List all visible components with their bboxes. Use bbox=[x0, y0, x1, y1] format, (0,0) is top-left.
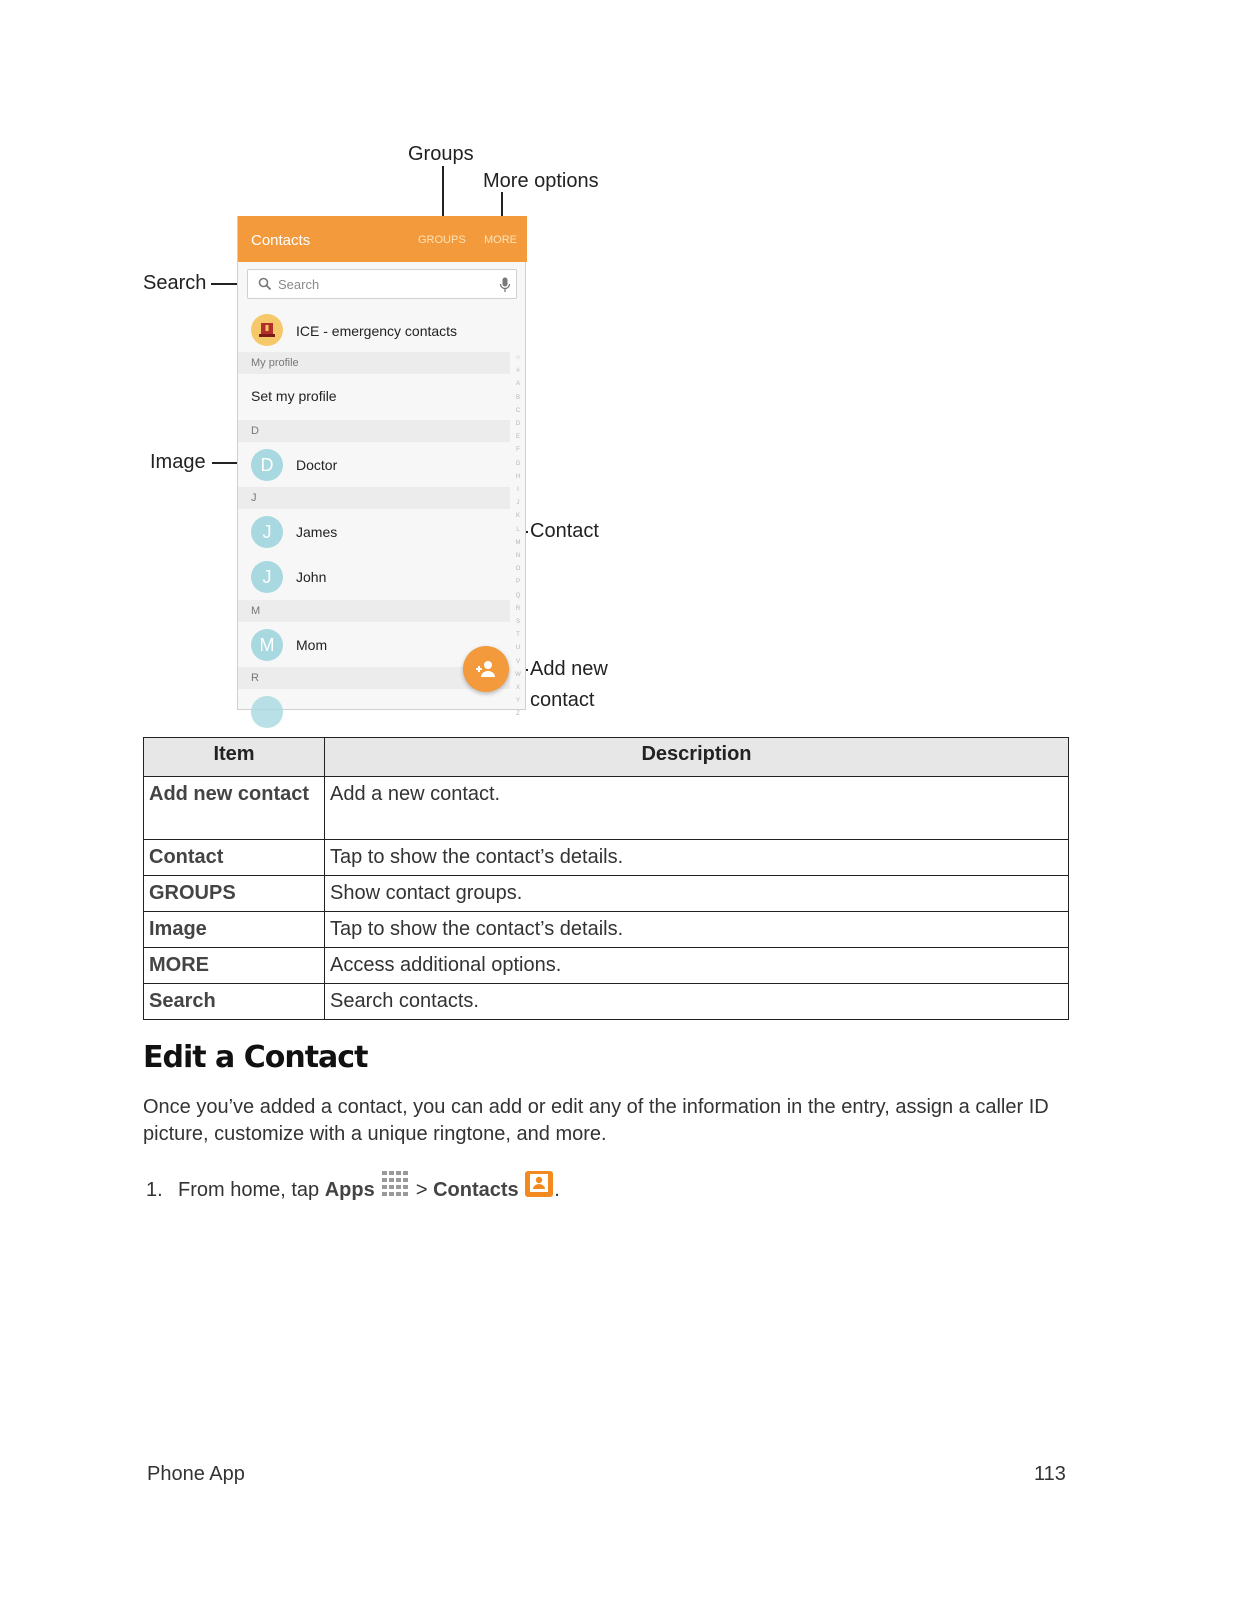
table-row bbox=[144, 876, 1069, 912]
index-letter[interactable]: U bbox=[515, 645, 521, 652]
table-row bbox=[144, 777, 1069, 840]
section-header-my-profile: My profile bbox=[238, 352, 510, 374]
index-letter[interactable]: # bbox=[516, 368, 520, 375]
callout-image: Image bbox=[150, 451, 206, 473]
phone-screen bbox=[237, 216, 526, 718]
description-cell: Tap to show the contact’s details. bbox=[325, 840, 1069, 876]
index-letter[interactable]: ☆ bbox=[515, 355, 521, 361]
index-letter[interactable]: Z bbox=[516, 711, 520, 718]
items-table bbox=[143, 737, 1069, 1020]
description-cell: Search contacts. bbox=[325, 984, 1069, 1020]
apps-grid-icon bbox=[380, 1170, 410, 1204]
index-letter[interactable]: N bbox=[515, 553, 521, 560]
description-cell: Add a new contact. bbox=[325, 777, 1069, 840]
description-cell: Access additional options. bbox=[325, 948, 1069, 984]
index-letter[interactable]: H bbox=[515, 473, 521, 480]
index-letter[interactable]: D bbox=[515, 421, 521, 428]
alphabet-index-bar[interactable] bbox=[512, 352, 524, 718]
callout-search: Search bbox=[143, 272, 207, 294]
contact-name: James bbox=[296, 524, 338, 540]
contacts-app-icon bbox=[524, 1170, 554, 1204]
callout-groups: Groups bbox=[408, 143, 474, 165]
index-letter[interactable]: F bbox=[516, 447, 520, 454]
index-letter[interactable]: K bbox=[515, 513, 520, 520]
avatar-partial bbox=[251, 696, 283, 728]
section-header-d: D bbox=[238, 420, 510, 442]
index-letter[interactable]: Y bbox=[515, 698, 520, 705]
item-cell: Contact bbox=[144, 840, 325, 876]
step-separator: > bbox=[410, 1179, 434, 1201]
ice-emergency-icon bbox=[251, 314, 283, 346]
step-1 bbox=[146, 1170, 560, 1204]
set-profile-row[interactable] bbox=[238, 374, 510, 418]
index-letter[interactable]: B bbox=[515, 394, 520, 401]
more-button[interactable]: MORE bbox=[484, 234, 517, 246]
search-input[interactable] bbox=[278, 274, 478, 294]
index-letter[interactable]: I bbox=[517, 487, 519, 494]
callout-more-options: More options bbox=[483, 170, 599, 192]
set-profile-label: Set my profile bbox=[251, 388, 337, 404]
app-bar bbox=[238, 216, 527, 262]
index-letter[interactable]: P bbox=[515, 579, 520, 586]
index-letter[interactable]: T bbox=[516, 632, 520, 639]
search-icon bbox=[258, 277, 272, 296]
item-cell: GROUPS bbox=[144, 876, 325, 912]
index-letter[interactable]: X bbox=[515, 685, 520, 692]
table-header-row bbox=[144, 738, 1069, 777]
index-letter[interactable]: J bbox=[516, 500, 520, 507]
app-title: Contacts bbox=[251, 232, 311, 249]
item-cell: MORE bbox=[144, 948, 325, 984]
step-text: From home, tap bbox=[178, 1179, 325, 1201]
search-bar[interactable] bbox=[247, 269, 517, 299]
page-number: 113 bbox=[1034, 1463, 1066, 1485]
index-letter[interactable]: O bbox=[515, 566, 521, 573]
header-item: Item bbox=[144, 738, 325, 777]
index-letter[interactable]: G bbox=[515, 460, 521, 467]
section-title: Edit a Contact bbox=[143, 1040, 368, 1075]
table-row bbox=[144, 984, 1069, 1020]
index-letter[interactable]: V bbox=[515, 658, 520, 665]
description-cell: Tap to show the contact’s details. bbox=[325, 912, 1069, 948]
apps-label: Apps bbox=[324, 1179, 375, 1201]
leader-line-more bbox=[501, 192, 503, 216]
avatar[interactable]: J bbox=[251, 516, 283, 548]
index-letter[interactable]: W bbox=[515, 671, 521, 678]
contact-name: John bbox=[296, 569, 327, 585]
item-cell: Image bbox=[144, 912, 325, 948]
index-letter[interactable]: E bbox=[515, 434, 520, 441]
contact-row[interactable] bbox=[238, 442, 510, 486]
index-letter[interactable]: R bbox=[515, 605, 521, 612]
contact-row[interactable] bbox=[238, 509, 510, 554]
step-end: . bbox=[554, 1179, 560, 1201]
section-header-j: J bbox=[238, 487, 510, 509]
section-header-r: R bbox=[238, 667, 510, 689]
contact-row[interactable] bbox=[238, 554, 510, 599]
index-letter[interactable]: Q bbox=[515, 592, 521, 599]
microphone-icon[interactable] bbox=[499, 277, 511, 298]
header-description: Description bbox=[325, 738, 1069, 777]
avatar[interactable]: M bbox=[251, 629, 283, 661]
avatar[interactable]: J bbox=[251, 561, 283, 593]
callout-add-new-contact: contact bbox=[530, 689, 595, 711]
groups-button[interactable]: GROUPS bbox=[418, 234, 466, 246]
callout-contact: Contact bbox=[530, 520, 599, 542]
item-cell: Add new contact bbox=[144, 777, 325, 840]
intro-paragraph: Once you’ve added a contact, you can add or edit any of the information in the entry, assign a caller ID picture, customize with a unique ringtone, and more. bbox=[143, 1096, 1049, 1145]
callout-add-new: Add new bbox=[530, 658, 608, 680]
index-letter[interactable]: C bbox=[515, 407, 521, 414]
index-letter[interactable]: M bbox=[515, 539, 521, 546]
table-row bbox=[144, 948, 1069, 984]
index-letter[interactable]: A bbox=[515, 381, 520, 388]
item-cell: Search bbox=[144, 984, 325, 1020]
add-person-icon bbox=[475, 659, 497, 679]
footer-section-name: Phone App bbox=[147, 1463, 245, 1485]
table-row bbox=[144, 840, 1069, 876]
contact-name: Mom bbox=[296, 637, 328, 653]
index-letter[interactable]: S bbox=[515, 619, 520, 626]
description-cell: Show contact groups. bbox=[325, 876, 1069, 912]
index-letter[interactable]: L bbox=[516, 526, 520, 533]
section-header-m: M bbox=[238, 600, 510, 622]
contact-name: Doctor bbox=[296, 457, 338, 473]
avatar[interactable]: D bbox=[251, 449, 283, 481]
contacts-label: Contacts bbox=[433, 1179, 519, 1201]
ice-row[interactable] bbox=[238, 312, 510, 350]
table-row bbox=[144, 912, 1069, 948]
add-contact-button[interactable] bbox=[463, 646, 509, 692]
ice-label: ICE - emergency contacts bbox=[296, 323, 458, 339]
step-number: 1. bbox=[146, 1179, 163, 1201]
